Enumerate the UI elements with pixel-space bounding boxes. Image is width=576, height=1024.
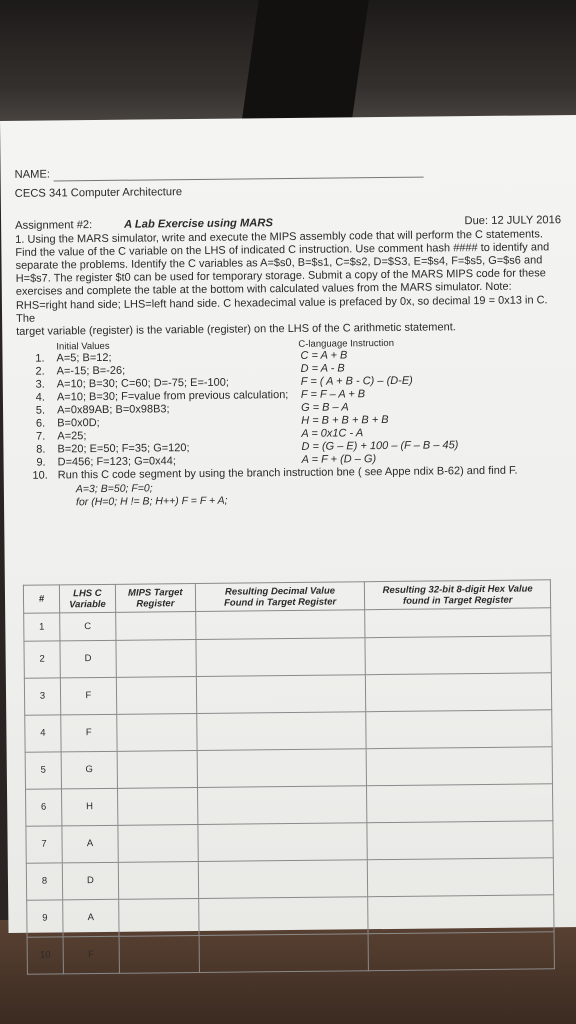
table-row [27, 932, 554, 975]
name-field [15, 163, 563, 182]
row-number: 5 [25, 752, 61, 789]
row-variable: A [63, 899, 119, 937]
table-row [25, 710, 552, 753]
assignment-title: A Lab Exercise using MARS [124, 216, 273, 231]
row-variable: A [62, 825, 118, 863]
problem-initial-values: B=20; E=50; F=35; G=120; [57, 442, 190, 456]
problem-number: 6. [35, 417, 46, 430]
hex-value-cell[interactable] [368, 932, 554, 971]
assignment-label: Assignment #2: [15, 218, 93, 232]
target-register-cell[interactable] [116, 676, 196, 714]
hex-value-cell[interactable] [367, 784, 553, 823]
row-variable: F [60, 677, 116, 715]
paragraph-line: Find the value of the C variable on the LHS of indicated C instruction. Use comment hash #### to identify and [15, 241, 550, 259]
due-date: Due: 12 JULY 2016 [464, 213, 562, 227]
table-row [26, 858, 553, 901]
problem-expression: A = 0x1C - A [301, 427, 364, 441]
row-number: 6 [26, 789, 62, 826]
hex-value-cell[interactable] [365, 608, 551, 638]
hex-value-cell[interactable] [368, 858, 554, 897]
course-title: CECS 341 Computer Architecture [14, 186, 183, 201]
problem-initial-values: A=-15; B=-26; [56, 364, 126, 378]
background-top [0, 0, 576, 125]
instruction-heading: C-language Instruction [298, 338, 395, 351]
decimal-value-cell[interactable] [199, 934, 369, 973]
row-variable: D [62, 862, 118, 900]
paragraph-line: H=$s7. The register $t0 can be used for temporary storage. Submit a copy of the MARS MIPS code for these [15, 267, 546, 286]
row-number: 3 [24, 678, 60, 715]
row-number: 9 [27, 900, 63, 937]
problem-initial-values: B=0x0D; [57, 417, 100, 430]
target-register-cell[interactable] [116, 639, 196, 677]
hex-value-cell[interactable] [365, 636, 551, 675]
hex-value-cell[interactable] [366, 710, 552, 749]
worksheet-content [14, 163, 567, 961]
problem-initial-values: A=25; [57, 430, 87, 443]
column-header-number: # [23, 585, 59, 613]
problem-number: 3. [35, 378, 45, 391]
problem-expression: F = ( A + B - C) – (D-E) [300, 374, 413, 389]
decimal-value-cell[interactable] [197, 786, 367, 825]
problem-10-code: for (H=0; H != B; H++) F = F + A; [75, 494, 228, 509]
problem-expression: D = (G – E) + 100 – (F – B – 45) [301, 439, 459, 454]
row-variable: F [63, 936, 119, 974]
target-register-cell[interactable] [118, 824, 198, 862]
problem-number: 2. [35, 365, 45, 378]
paragraph-line: exercises and complete the table at the bottom with calculated values from the MARS simulator. Note: [15, 281, 512, 299]
decimal-value-cell[interactable] [198, 897, 368, 936]
problem-expression: G = B – A [300, 401, 349, 415]
hex-value-cell[interactable] [366, 673, 552, 712]
problem-initial-values: A=5; B=12; [56, 352, 112, 365]
row-number: 4 [25, 715, 61, 752]
background-shadow [241, 0, 369, 125]
paragraph-line: RHS=right hand side; LHS=left hand side. C hexadecimal value is prefaced by 0x, so decimal 19 = 0x13 in C. The [15, 293, 548, 325]
problem-number: 9. [36, 456, 46, 469]
name-label: NAME: [14, 168, 51, 181]
row-variable: F [61, 714, 117, 752]
target-register-cell[interactable] [116, 611, 196, 640]
problem-initial-values: A=0x89AB; B=0x98B3; [56, 403, 170, 417]
name-underline [54, 166, 424, 182]
row-variable: C [60, 612, 116, 641]
column-header-lhs-variable: LHS C Variable [59, 584, 115, 613]
problem-list [16, 335, 566, 509]
decimal-value-cell[interactable] [196, 675, 366, 714]
paragraph-line: target variable (register) is the variable (register) on the LHS of the C arithmetic statement. [16, 321, 456, 338]
instructions-paragraph [15, 228, 564, 339]
target-register-cell[interactable] [119, 898, 199, 936]
row-number: 1 [24, 613, 60, 641]
decimal-value-cell[interactable] [198, 823, 368, 862]
problem-expression: D = A - B [300, 362, 345, 376]
decimal-value-cell[interactable] [196, 638, 366, 677]
initial-values-heading: Initial Values [56, 341, 110, 353]
problem-expression: F = F – A + B [300, 388, 366, 402]
target-register-cell[interactable] [117, 787, 197, 825]
target-register-cell[interactable] [119, 935, 199, 973]
worksheet-paper [0, 115, 576, 961]
row-number: 8 [26, 863, 62, 900]
problem-number: 10. [32, 469, 48, 482]
table-row [26, 784, 553, 827]
target-register-cell[interactable] [117, 713, 197, 751]
problem-number: 4. [35, 391, 45, 404]
problem-expression: A = F + (D – G) [301, 453, 377, 467]
row-number: 7 [26, 826, 62, 863]
problem-initial-values: A=10; B=30; C=60; D=-75; E=-100; [56, 376, 229, 391]
target-register-cell[interactable] [117, 750, 197, 788]
row-variable: G [61, 751, 117, 789]
problem-number: 1. [35, 352, 45, 365]
row-number: 2 [24, 641, 60, 678]
problem-number: 8. [36, 443, 46, 456]
table-row [27, 895, 554, 938]
row-variable: D [60, 640, 116, 678]
decimal-value-cell[interactable] [195, 610, 365, 640]
table-row [25, 747, 552, 790]
table-row [24, 636, 551, 679]
problem-number: 5. [35, 404, 46, 417]
hex-value-cell[interactable] [366, 747, 552, 786]
problem-initial-values: D=456; F=123; G=0x44; [57, 455, 176, 469]
hex-value-cell[interactable] [367, 821, 553, 860]
problem-10-text: Run this C code segment by using the branch instruction bne ( see Appe ndix B-62) and find F. [57, 464, 518, 482]
table-row [26, 821, 553, 864]
column-header-hex-value: Resulting 32-bit 8-digit Hex Value found in Target Register [365, 580, 551, 610]
decimal-value-cell[interactable] [198, 860, 368, 899]
column-header-target-register: MIPS Target Register [115, 583, 195, 612]
decimal-value-cell[interactable] [197, 749, 367, 788]
decimal-value-cell[interactable] [196, 712, 366, 751]
target-register-cell[interactable] [118, 861, 198, 899]
paragraph-line: 1. Using the MARS simulator, write and execute the MIPS assembly code that will perform the C statements. [15, 227, 543, 246]
problem-expression: H = B + B + B + B [301, 414, 389, 428]
results-table [23, 579, 555, 975]
column-header-decimal-value: Resulting Decimal Value Found in Target Register [195, 582, 365, 612]
paragraph-line: separate the problems. Identify the C variables as A=$s0, B=$s1, C=$s2, D=$S3, E=$s4, F=$s5, G=$s6 and [15, 254, 543, 272]
table-row [24, 673, 551, 716]
problem-initial-values: A=10; B=30; F=value from previous calculation; [56, 389, 289, 404]
row-variable: H [61, 788, 117, 826]
problem-10-initial: A=3; B=50; F=0; [75, 482, 153, 496]
hex-value-cell[interactable] [368, 895, 554, 934]
problem-expression: C = A + B [300, 349, 348, 363]
problem-number: 7. [36, 430, 46, 443]
row-number: 10 [27, 937, 63, 974]
